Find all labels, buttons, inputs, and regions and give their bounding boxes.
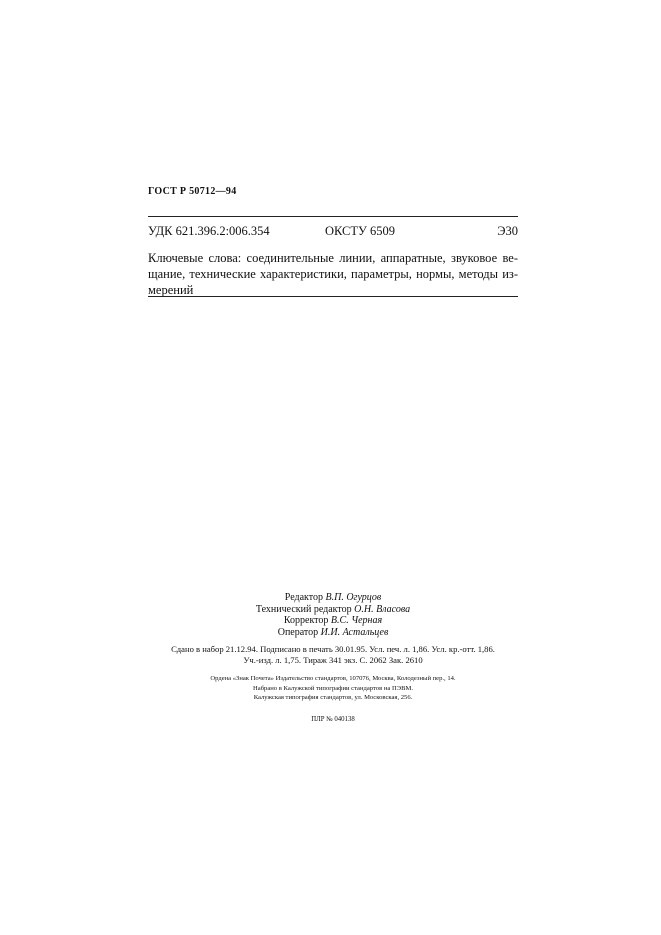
credit-operator: [148, 627, 518, 639]
print-info-line: Уч.-изд. л. 1,75. Тираж 341 экз. С. 2062 Зак. 2610: [243, 655, 423, 665]
credit-role: Корректор: [283, 615, 329, 626]
group-code: Э30: [497, 224, 518, 238]
credit-technical-editor: [148, 604, 518, 616]
credit-role: Редактор: [284, 592, 323, 603]
standard-number: ГОСТ Р 50712—94: [148, 186, 237, 197]
okstu-code: ОКСТУ 6509: [325, 224, 396, 238]
publisher-info: [148, 674, 518, 703]
udk-code: УДК 621.396.2:006.354: [148, 224, 270, 238]
credit-role: Оператор: [277, 626, 319, 638]
keywords-line: Ключевые слова: соединительные линии, аппаратные, звуковое ве-: [148, 251, 518, 265]
publisher-line: Набрано в Калужской типографии стандартов на ПЭВМ.: [253, 684, 413, 692]
plr-number: ПЛР № 040138: [311, 716, 355, 723]
keywords-paragraph: [148, 250, 518, 298]
publisher-line: Ордена «Знак Почета» Издательство стандартов, 107076, Москва, Колодезный пер., 14.: [210, 675, 456, 682]
publisher-line: Калужская типография стандартов, ул. Московская, 256.: [253, 694, 413, 701]
print-info: [148, 644, 518, 666]
credit-proofreader: [148, 615, 518, 627]
keywords-line: щание, технические характеристики, параметры, нормы, методы из-: [148, 267, 518, 281]
print-info-line: Сдано в набор 21.12.94. Подписано в печать 30.01.95. Усл. печ. л. 1,86. Усл. кр.-отт. 1,86.: [171, 644, 495, 654]
top-divider: [148, 216, 518, 217]
editorial-credits: [148, 592, 518, 638]
credit-person: В.С. Черная: [330, 615, 383, 626]
credit-person: В.П. Огурцов: [325, 592, 382, 603]
keywords-line: мерений: [148, 283, 194, 297]
credit-editor: [148, 592, 518, 604]
credit-person: О.Н. Власова: [354, 603, 411, 615]
credit-role: Технический редактор: [255, 603, 352, 615]
bottom-divider: [148, 296, 518, 297]
credit-person: И.И. Астальцев: [320, 626, 389, 638]
